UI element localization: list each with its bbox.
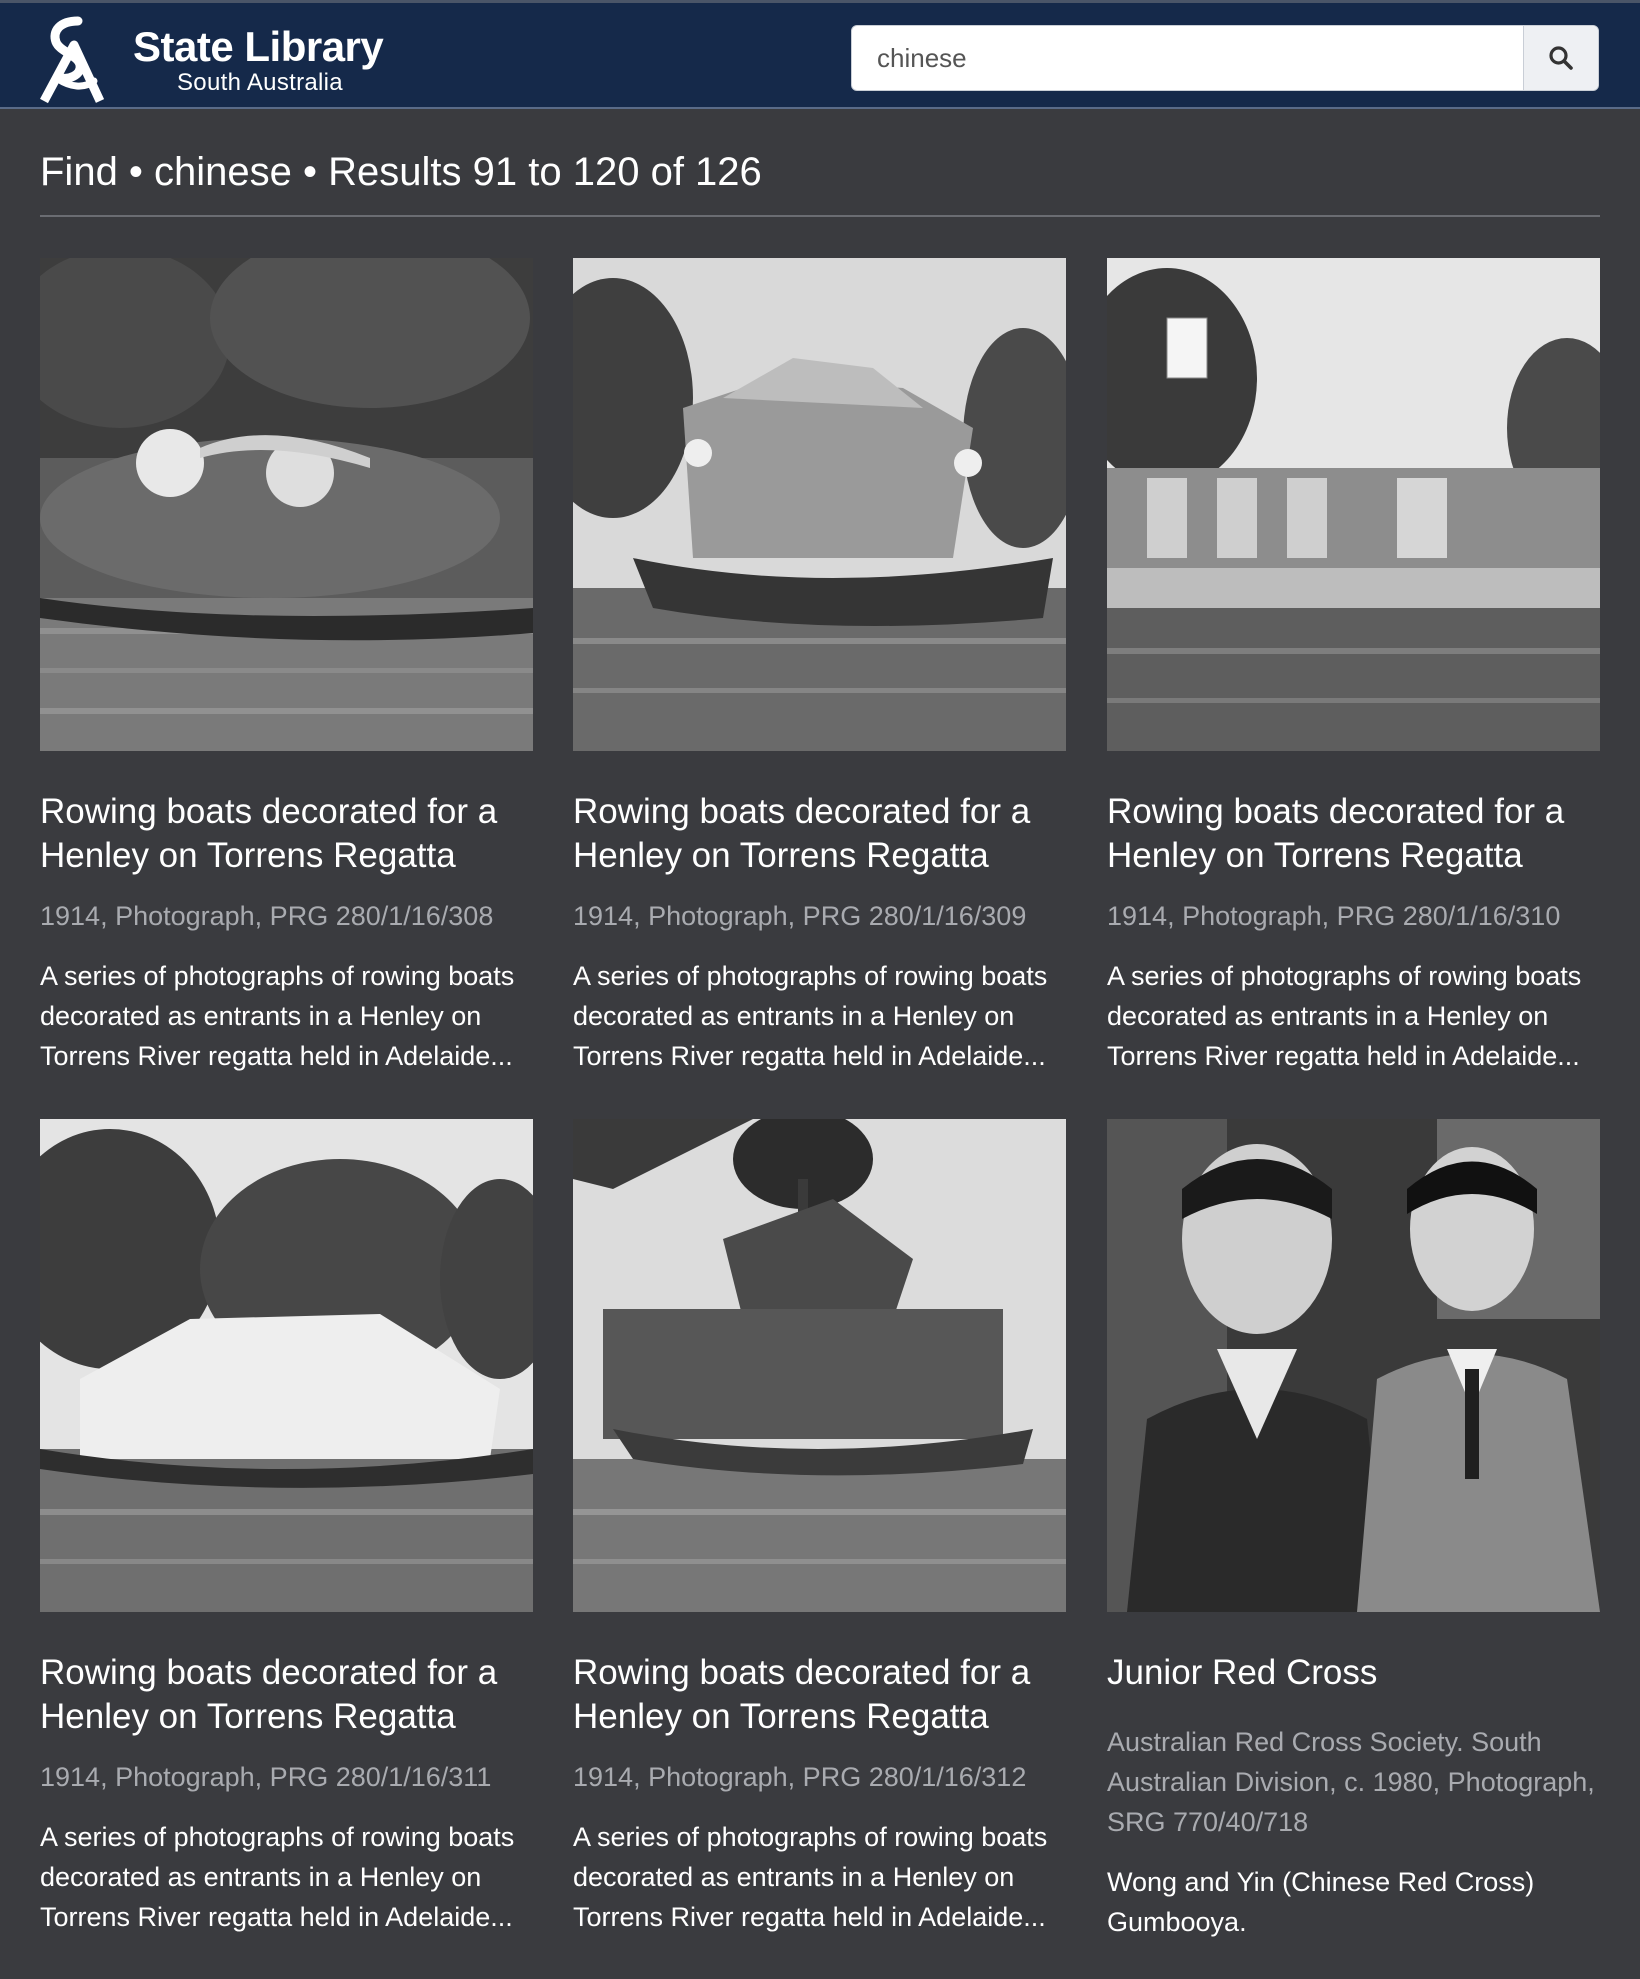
result-title[interactable]: Rowing boats decorated for a Henley on Torrens Regatta xyxy=(40,1653,498,1736)
result-title[interactable]: Rowing boats decorated for a Henley on Torrens Regatta xyxy=(573,792,1031,875)
result-title[interactable]: Rowing boats decorated for a Henley on Torrens Regatta xyxy=(1107,792,1565,875)
search-input[interactable] xyxy=(852,26,1524,90)
result-description: A series of photographs of rowing boats decorated as entrants in a Henley on Torrens River regatta held in Adelaide... xyxy=(573,961,1048,1071)
result-thumbnail[interactable] xyxy=(40,258,533,751)
heading-divider xyxy=(40,215,1600,217)
search-form xyxy=(851,25,1599,91)
result-meta: 1914, Photograph, PRG 280/1/16/311 xyxy=(40,1762,492,1792)
brand-title[interactable]: State Library xyxy=(133,23,384,70)
result-description: A series of photographs of rowing boats decorated as entrants in a Henley on Torrens River regatta held in Adelaide... xyxy=(573,1822,1048,1932)
result-meta: 1914, Photograph, PRG 280/1/16/312 xyxy=(573,1762,1027,1792)
page-title: Find • chinese • Results 91 to 120 of 126 xyxy=(40,150,762,194)
magnifier-icon xyxy=(1548,45,1574,71)
result-thumbnail[interactable] xyxy=(40,1119,533,1612)
result-thumbnail[interactable] xyxy=(573,1119,1066,1612)
result-meta: 1914, Photograph, PRG 280/1/16/309 xyxy=(573,901,1027,931)
result-thumbnail[interactable] xyxy=(573,258,1066,751)
result-title[interactable]: Junior Red Cross xyxy=(1107,1653,1378,1692)
site-header xyxy=(0,0,1640,109)
result-meta: Australian Red Cross Society. South Australian Division, c. 1980, Photograph, SRG 770/40/718 xyxy=(1107,1727,1595,1837)
result-thumbnail[interactable] xyxy=(1107,258,1600,751)
result-thumbnail[interactable] xyxy=(1107,1119,1600,1612)
result-description: A series of photographs of rowing boats decorated as entrants in a Henley on Torrens River regatta held in Adelaide... xyxy=(40,961,515,1071)
result-title[interactable]: Rowing boats decorated for a Henley on Torrens Regatta xyxy=(40,792,498,875)
result-meta: 1914, Photograph, PRG 280/1/16/308 xyxy=(40,901,494,931)
result-description: A series of photographs of rowing boats decorated as entrants in a Henley on Torrens River regatta held in Adelaide... xyxy=(40,1822,515,1932)
result-meta: 1914, Photograph, PRG 280/1/16/310 xyxy=(1107,901,1561,931)
brand-subtitle[interactable]: South Australia xyxy=(177,69,343,96)
result-description: A series of photographs of rowing boats decorated as entrants in a Henley on Torrens River regatta held in Adelaide... xyxy=(1107,961,1582,1071)
result-title[interactable]: Rowing boats decorated for a Henley on Torrens Regatta xyxy=(573,1653,1031,1736)
sa-monogram-logo[interactable] xyxy=(38,15,124,105)
result-description: Wong and Yin (Chinese Red Cross) Gumbooya. xyxy=(1107,1867,1535,1937)
search-button[interactable] xyxy=(1523,26,1598,90)
